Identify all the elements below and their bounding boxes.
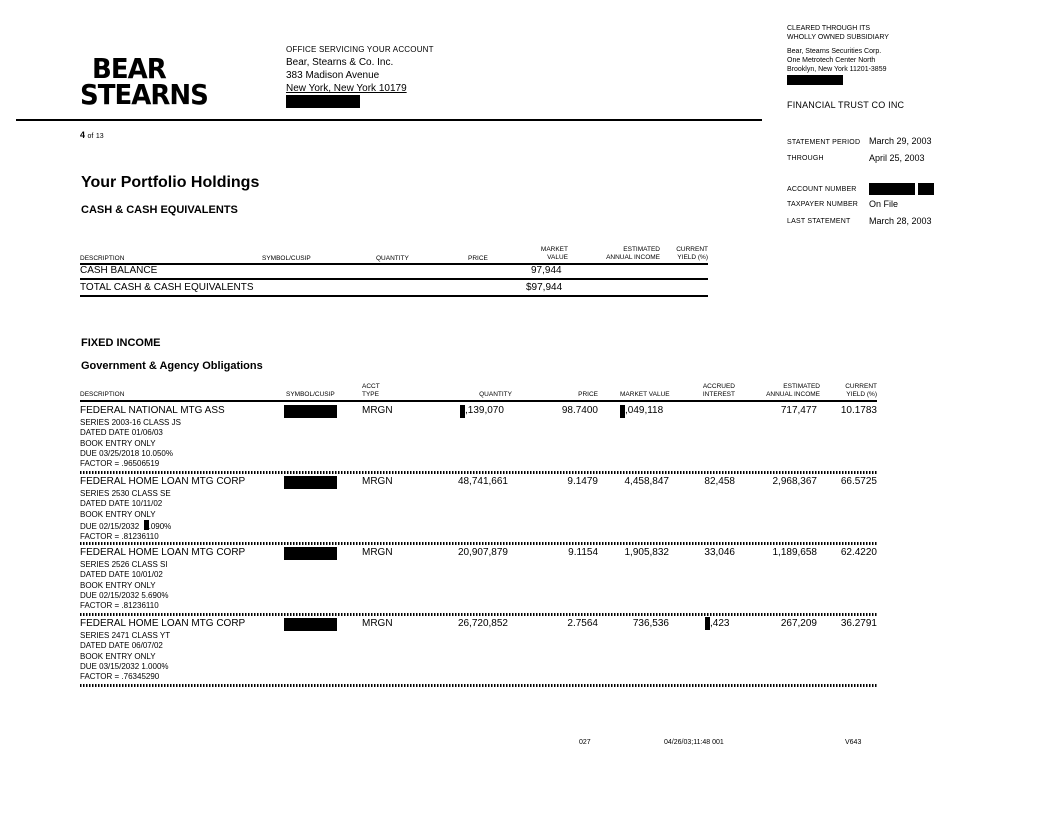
row-yield: 36.2791 xyxy=(840,618,877,629)
period-label: STATEMENT PERIOD xyxy=(787,139,861,146)
header-divider xyxy=(16,119,762,121)
row-name: FEDERAL HOME LOAN MTG CORP xyxy=(80,547,246,558)
row-detail-line: BOOK ENTRY ONLY xyxy=(80,580,156,590)
section-government-agency: Government & Agency Obligations xyxy=(81,360,263,372)
row-price: 9.1154 xyxy=(568,547,598,558)
logo-line-1: BEAR xyxy=(92,53,166,86)
fi-col-est-income-line1: ESTIMATED xyxy=(783,383,820,390)
redaction-box xyxy=(284,618,337,631)
row-detail-line: BOOK ENTRY ONLY xyxy=(80,509,156,519)
redaction-box xyxy=(918,183,934,195)
fi-col-est-income xyxy=(750,383,820,399)
row-quantity: ,139,070 xyxy=(465,405,504,416)
row-market-value: 1,905,832 xyxy=(624,547,669,558)
fi-col-quantity: QUANTITY xyxy=(479,391,512,398)
col-market-value-line1: MARKET xyxy=(540,246,568,253)
redaction-box xyxy=(286,95,360,108)
section-fixed-income: FIXED INCOME xyxy=(81,337,161,349)
fi-col-accrued-line2: INTEREST xyxy=(702,391,735,398)
row-acct-type: MRGN xyxy=(362,547,393,558)
row-detail-line: SERIES 2471 CLASS YT xyxy=(80,631,171,640)
row-detail-line: DUE 02/15/2032 5.690% xyxy=(80,590,169,600)
office-street: 383 Madison Avenue xyxy=(286,70,380,81)
last-statement-value: March 28, 2003 xyxy=(869,216,932,226)
row-detail-line: DUE 03/25/2018 10.050% xyxy=(80,448,173,458)
row-yield: 66.5725 xyxy=(840,476,877,487)
row-acct-type: MRGN xyxy=(362,405,393,416)
row-quantity: 20,907,879 xyxy=(457,547,508,558)
clearing-addr-2: Brooklyn, New York 11201-3859 xyxy=(787,66,887,73)
fi-col-accrued xyxy=(690,383,735,399)
row-detail-line: DATED DATE 10/11/02 xyxy=(80,499,163,509)
table-rule xyxy=(80,263,708,265)
clearing-line-2: WHOLLY OWNED SUBSIDIARY xyxy=(787,34,889,41)
page-number xyxy=(80,130,104,140)
fi-col-symbol: SYMBOL/CUSIP xyxy=(286,391,335,398)
col-market-value xyxy=(520,246,568,262)
cash-row-market-value: 97,944 xyxy=(531,265,562,276)
row-detail-line: SERIES 2526 CLASS SI xyxy=(80,560,168,569)
row-details xyxy=(80,560,169,611)
logo-line-2: STEARNS xyxy=(80,79,208,112)
clearing-block xyxy=(787,24,889,85)
row-details xyxy=(80,631,170,682)
row-divider xyxy=(80,471,877,474)
client-name: FINANCIAL TRUST CO INC xyxy=(787,100,905,110)
row-detail-line: FACTOR = .96506519 xyxy=(80,459,160,469)
section-cash-title: CASH & CASH EQUIVALENTS xyxy=(81,204,238,216)
office-heading: OFFICE SERVICING YOUR ACCOUNT xyxy=(286,45,434,54)
last-statement-label: LAST STATEMENT xyxy=(787,218,851,225)
col-symbol: SYMBOL/CUSIP xyxy=(262,255,311,262)
footer-timestamp: 04/26/03;11:48 001 xyxy=(664,739,724,746)
row-price: 98.7400 xyxy=(561,405,598,416)
row-detail-line: BOOK ENTRY ONLY xyxy=(80,651,156,661)
cash-row-description: CASH BALANCE xyxy=(80,265,158,276)
taxpayer-value: On File xyxy=(869,199,899,209)
row-market-value: 736,536 xyxy=(632,618,669,629)
col-description: DESCRIPTION xyxy=(80,255,125,262)
fi-col-acct-type xyxy=(362,383,380,399)
fi-col-price: PRICE xyxy=(578,391,598,398)
col-est-income-line1: ESTIMATED xyxy=(623,246,660,253)
bear-stearns-logo xyxy=(80,53,208,112)
col-market-value-line2: VALUE xyxy=(547,254,568,261)
row-quantity: 26,720,852 xyxy=(457,618,508,629)
row-quantity: 48,741,661 xyxy=(457,476,508,487)
row-detail-line: BOOK ENTRY ONLY xyxy=(80,438,156,448)
page-of-label: of xyxy=(87,133,94,140)
redaction-box xyxy=(284,547,337,560)
through-label: THROUGH xyxy=(787,155,824,162)
office-servicing-block xyxy=(286,43,434,112)
row-detail-line xyxy=(80,520,171,532)
row-accrued: 33,046 xyxy=(704,547,735,558)
fi-col-est-income-line2: ANNUAL INCOME xyxy=(766,391,820,398)
fi-col-market-value: MARKET VALUE xyxy=(620,391,670,398)
fi-col-description: DESCRIPTION xyxy=(80,391,125,398)
clearing-line-1: CLEARED THROUGH ITS xyxy=(787,25,871,32)
clearing-corp: Bear, Stearns Securities Corp. xyxy=(787,48,882,55)
row-market-value: ,049,118 xyxy=(625,405,664,416)
cash-total-market-value: $97,944 xyxy=(526,282,563,293)
redaction-box xyxy=(787,75,843,85)
table-rule xyxy=(80,295,708,297)
row-divider xyxy=(80,613,877,616)
col-price: PRICE xyxy=(468,255,488,262)
row-detail-line: FACTOR = .81236110 xyxy=(80,532,159,542)
redaction-box xyxy=(869,183,915,195)
fi-col-yield-line1: CURRENT xyxy=(845,383,877,390)
row-est-income: 1,189,658 xyxy=(772,547,817,558)
fi-col-accrued-line1: ACCRUED xyxy=(702,383,735,390)
row-detail-line: DUE 03/15/2032 1.000% xyxy=(80,661,169,671)
row-details xyxy=(80,489,171,542)
through-value: April 25, 2003 xyxy=(869,153,925,163)
row-detail-line: DATED DATE 01/06/03 xyxy=(80,428,163,438)
row-price: 9.1479 xyxy=(567,476,598,487)
col-est-income xyxy=(590,246,660,262)
account-label: ACCOUNT NUMBER xyxy=(787,186,857,193)
row-due-date: DUE 02/15/2032 xyxy=(80,521,144,531)
row-market-value: 4,458,847 xyxy=(624,476,669,487)
fi-col-acct-line1: ACCT xyxy=(362,383,380,390)
page-current: 4 xyxy=(80,130,86,140)
col-yield-line2: YIELD (%) xyxy=(677,254,708,261)
col-quantity: QUANTITY xyxy=(376,255,409,262)
row-detail-line: SERIES 2003-16 CLASS JS xyxy=(80,418,181,427)
office-city: New York, New York 10179 xyxy=(286,83,407,94)
row-detail-line: DATED DATE 10/01/02 xyxy=(80,570,163,580)
row-acct-type: MRGN xyxy=(362,476,393,487)
row-detail-line: FACTOR = .76345290 xyxy=(80,672,160,682)
col-yield xyxy=(668,246,708,262)
page-total: 13 xyxy=(95,133,104,140)
page-title: Your Portfolio Holdings xyxy=(81,174,260,191)
period-value: March 29, 2003 xyxy=(869,136,932,146)
row-accrued: ,423 xyxy=(710,618,730,629)
row-est-income: 717,477 xyxy=(780,405,817,416)
taxpayer-label: TAXPAYER NUMBER xyxy=(787,201,859,208)
row-accrued: 82,458 xyxy=(704,476,735,487)
office-name: Bear, Stearns & Co. Inc. xyxy=(286,57,394,68)
clearing-addr-1: One Metrotech Center North xyxy=(787,57,876,64)
row-due-rate: .090% xyxy=(148,521,172,531)
row-est-income: 2,968,367 xyxy=(772,476,817,487)
row-name: FEDERAL HOME LOAN MTG CORP xyxy=(80,476,246,487)
row-detail-line: SERIES 2530 CLASS SE xyxy=(80,489,171,498)
row-divider xyxy=(80,542,877,545)
row-name: FEDERAL NATIONAL MTG ASS xyxy=(80,405,225,416)
row-details xyxy=(80,418,181,469)
row-acct-type: MRGN xyxy=(362,618,393,629)
table-rule xyxy=(80,278,708,280)
row-name: FEDERAL HOME LOAN MTG CORP xyxy=(80,618,246,629)
table-rule xyxy=(80,400,877,402)
redaction-box xyxy=(284,405,337,418)
redaction-box xyxy=(284,476,337,489)
cash-total-description: TOTAL CASH & CASH EQUIVALENTS xyxy=(80,282,254,293)
row-divider xyxy=(80,684,877,687)
footer-code-1: 027 xyxy=(579,739,591,746)
row-detail-line: DATED DATE 06/07/02 xyxy=(80,641,163,651)
footer-code-2: V643 xyxy=(845,739,862,746)
col-est-income-line2: ANNUAL INCOME xyxy=(606,254,660,261)
fi-col-acct-line2: TYPE xyxy=(362,391,379,398)
row-detail-line: FACTOR = .81236110 xyxy=(80,601,159,611)
fi-col-yield-line2: YIELD (%) xyxy=(846,391,877,398)
row-price: 2.7564 xyxy=(567,618,598,629)
row-est-income: 267,209 xyxy=(780,618,817,629)
row-yield: 62.4220 xyxy=(840,547,877,558)
fi-col-yield xyxy=(836,383,877,399)
col-yield-line1: CURRENT xyxy=(676,246,708,253)
row-yield: 10.1783 xyxy=(840,405,877,416)
